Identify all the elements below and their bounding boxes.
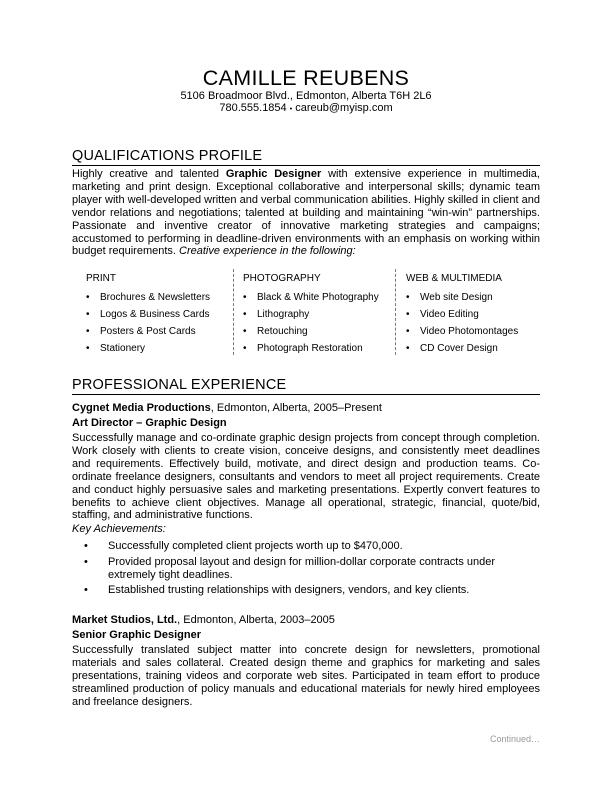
skill-item: • Video Editing: [406, 309, 479, 320]
skill-item: • Video Photomontages: [406, 326, 519, 337]
column-heading: PHOTOGRAPHY: [243, 273, 321, 284]
achievement-item: • Provided proposal layout and design for million-dollar corporate contracts under extremely tight deadlines.: [84, 556, 496, 581]
candidate-name: CAMILLE REUBENS: [202, 66, 410, 90]
job-description: Successfully translated subject matter into concrete design for newsletters, promotional materials and sales collateral. Created design theme and graphics for marketing and sales presentations, training videos and corporate web sites. Participated in team effort to produce streamlined production of policy manuals and educational materials for newly hired employees and freelance designers.: [72, 644, 540, 708]
location-dates: , Edmonton, Alberta, 2005–Present: [210, 402, 382, 414]
skill-item: • CD Cover Design: [406, 343, 498, 354]
column-heading: PRINT: [86, 273, 116, 284]
skill-item: • Stationery: [86, 343, 146, 354]
section-rule: [72, 165, 540, 166]
qualifications-summary: [72, 168, 540, 258]
contact-line: [72, 102, 540, 116]
summary-emphasis: Graphic Designer: [225, 168, 322, 180]
summary-text: Highly creative and talented: [72, 168, 226, 180]
achievements-label: Key Achievements:: [72, 523, 166, 535]
experience-heading: PROFESSIONAL EXPERIENCE: [72, 377, 287, 393]
email-address: careub@myisp.com: [295, 102, 393, 114]
job-header: [72, 614, 335, 627]
continued-note: Continued…: [489, 734, 540, 744]
skill-item: • Posters & Post Cards: [86, 326, 196, 337]
achievement-item: • Successfully completed client projects worth up to $470,000.: [84, 540, 403, 552]
qualifications-heading: QUALIFICATIONS PROFILE: [72, 148, 263, 164]
summary-lead-in: Creative experience in the following:: [179, 245, 356, 258]
phone-number: 780.555.1854: [219, 102, 287, 114]
company-name: Market Studios, Ltd.: [72, 614, 178, 626]
job-header: [72, 402, 382, 415]
separator-dot: •: [289, 106, 293, 113]
job-title: Senior Graphic Designer: [72, 629, 201, 641]
skill-item: • Retouching: [243, 326, 308, 337]
skill-item: • Photograph Restoration: [243, 343, 363, 354]
skill-item: • Black & White Photography: [243, 292, 379, 303]
column-divider: [233, 269, 234, 355]
skill-item: • Web site Design: [406, 292, 493, 303]
skill-item: • Logos & Business Cards: [86, 309, 210, 320]
location-dates: , Edmonton, Alberta, 2003–2005: [177, 614, 335, 626]
job-title: Art Director – Graphic Design: [72, 417, 227, 429]
achievement-item: • Established trusting relationships with designers, vendors, and key clients.: [84, 584, 470, 596]
address-line: 5106 Broadmoor Blvd., Edmonton, Alberta T6H 2L6: [180, 90, 432, 102]
skills-table: [86, 273, 532, 357]
column-heading: WEB & MULTIMEDIA: [406, 273, 502, 284]
section-rule: [72, 394, 540, 395]
column-divider: [395, 269, 396, 355]
company-name: Cygnet Media Productions: [72, 402, 211, 414]
skill-item: • Brochures & Newsletters: [86, 292, 211, 303]
skill-item: • Lithography: [243, 309, 310, 320]
job-description: Successfully manage and co-ordinate graphic design projects from concept through completion. Work closely with clients to create vision, conceive designs, and consistently meet deadlines and requirements. Effectively build, motivate, and direct design and production teams. Co-ordinate freelance designers, consultants and vendors to meet all project requirements. Create and conduct highly persuasive sales and marketing presentations. Expertly convert features to benefits to achieve client objectives. Manage all operational, strategic, financial, quote/bid, staffing, and administrative functions.: [72, 432, 540, 522]
summary-text: with extensive experience in multimedia, marketing and print design. Exceptional collaborative and interpersonal skills; dynamic team player with well-developed written and verbal communication abilities. Highly skilled in client and vendor relations and negotiations; talented at building and maintaining “win-win” partnerships. Passionate and inventive creator of innovative marketing strategies and campaigns; accustomed to performing in deadline-driven environments with an emphasis on working within budget requirements.: [72, 168, 540, 258]
